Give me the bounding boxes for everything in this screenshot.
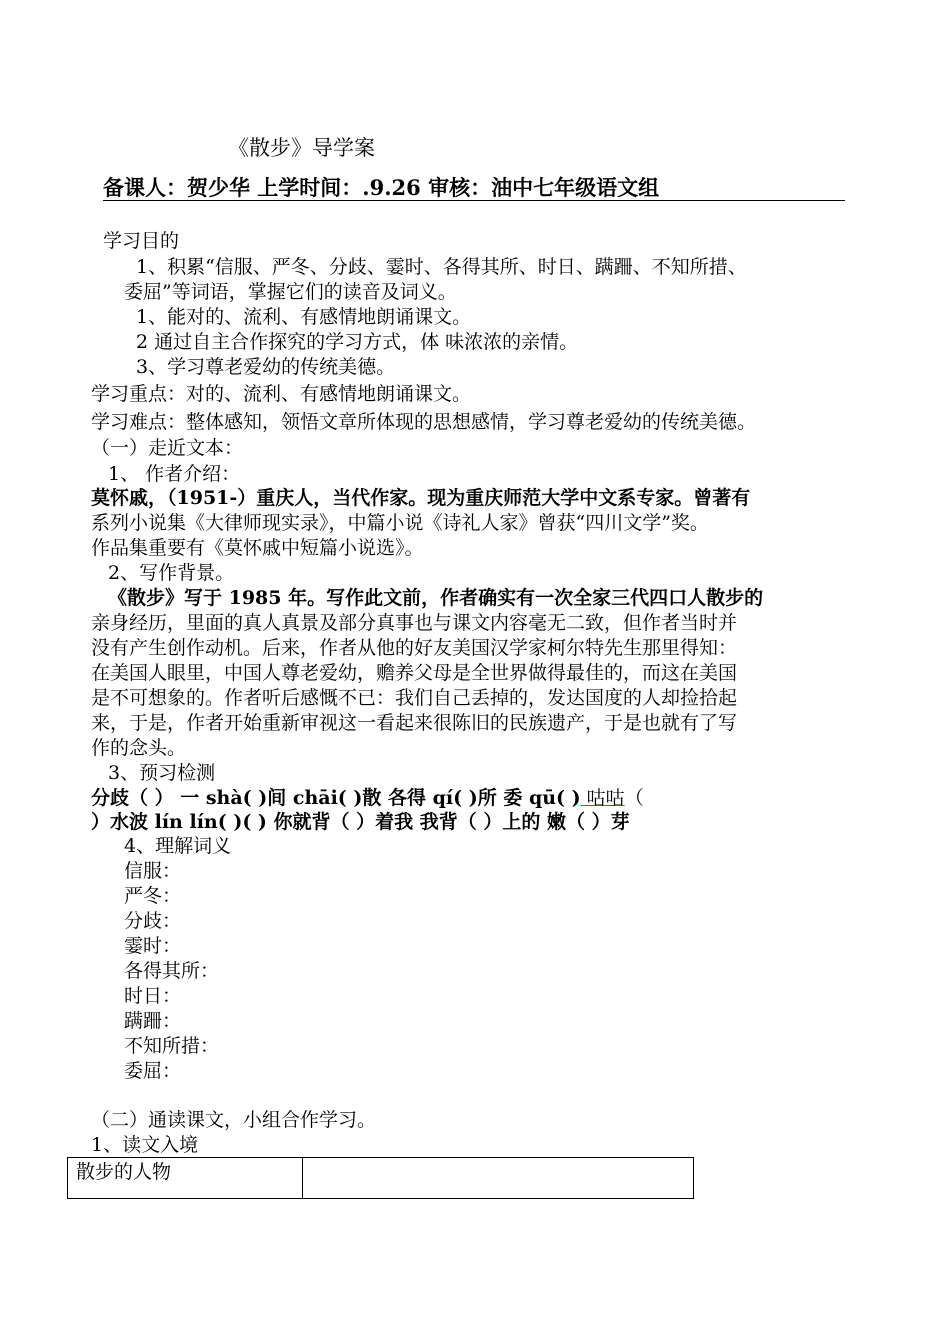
objective-item-2: 1、能对的、流利、有感情地朗诵课文。 — [136, 306, 472, 328]
background-line-3: 没有产生创作动机。后来，作者从他的好友美国汉学家柯尔特先生那里得知： — [91, 637, 738, 659]
table-cell-label: 散步的人物 — [68, 1158, 303, 1199]
background-line-4: 在美国人眼里，中国人尊老爱幼，赡养父母是全世界做得最佳的，而这在美国 — [91, 662, 738, 684]
author-line-3: 作品集重要有《莫怀戚中短篇小说选》。 — [91, 537, 424, 559]
difficulty-point: 学习难点：整体感知，领悟文章所体现的思想感情，学习尊老爱幼的传统美德。 — [91, 411, 757, 433]
background-line-2: 亲身经历，里面的真人真景及部分真事也与课文内容毫无二致，但作者当时并 — [91, 612, 738, 634]
reading-heading: 1、读文入境 — [91, 1134, 199, 1156]
section1-heading: （一）走近文本： — [91, 437, 244, 459]
preview-heading: 3、预习检测 — [108, 762, 216, 784]
objective-item-1b: 委屈”等词语，掌握它们的读音及词义。 — [124, 281, 457, 303]
vocab-item: 分歧： — [124, 910, 182, 932]
key-point: 学习重点：对的、流利、有感情地朗诵课文。 — [91, 383, 472, 405]
vocab-item: 时日： — [124, 985, 182, 1007]
background-line-5: 是不可想象的。作者听后感慨不已：我们自己丢掉的，发达国度的人却捡拾起 — [91, 687, 738, 709]
objective-item-1a: 1、积累“信服、严冬、分歧、霎时、各得其所、时日、蹒跚、不知所措、 — [136, 256, 747, 278]
document-title: 《散步》导学案 — [228, 136, 375, 160]
section2-heading: （二）通读课文，小组合作学习。 — [91, 1109, 377, 1131]
background-line-6: 来，于是，作者开始重新审视这一看起来很陈旧的民族遗产，于是也就有了写 — [91, 712, 738, 734]
table-row — [68, 1158, 694, 1199]
preview-line-1-main: 分歧（ ） 一 shà( )间 chāi( )散 各得 qí( )所 委 qū( ) — [91, 787, 581, 809]
vocab-item: 霎时： — [124, 935, 182, 957]
preview-line-1 — [91, 786, 644, 810]
objective-item-4: 3、学习尊老爱幼的传统美德。 — [136, 356, 396, 378]
vocab-item: 蹒跚： — [124, 1010, 182, 1032]
vocab-heading: 4、理解词义 — [124, 835, 232, 857]
background-heading: 2、写作背景。 — [108, 562, 235, 584]
objective-item-3: 2 通过自主合作探究的学习方式，体 味浓浓的亲情。 — [136, 331, 579, 353]
preview-word-gugu: 咕咕 — [580, 787, 625, 809]
header-info-line: 备课人：贺少华 上学时间：.9.26 审核：油中七年级语文组 — [103, 175, 660, 200]
objectives-heading: 学习目的 — [103, 230, 180, 252]
preview-line-1-tail: （ — [624, 787, 644, 809]
background-line-1: 《散步》写于 1985 年。写作此文前，作者确实有一次全家三代四口人散步的 — [108, 587, 764, 609]
author-heading: 1、 作者介绍： — [108, 463, 241, 485]
vocab-item: 委屈： — [124, 1060, 182, 1082]
vocab-item: 不知所措： — [124, 1035, 220, 1057]
reading-table — [67, 1157, 694, 1199]
preview-line-2: ）水波 lín lín( )( ) 你就背（ ）着我 我背（ ）上的 嫩（ ）芽 — [91, 811, 630, 833]
vocab-item: 各得其所： — [124, 960, 220, 982]
author-line-2: 系列小说集《大律师现实录》，中篇小说《诗礼人家》曾获“四川文学”奖。 — [91, 512, 709, 534]
table-cell-value[interactable] — [303, 1158, 694, 1199]
background-line-7: 作的念头。 — [91, 737, 187, 759]
vocab-item: 信服： — [124, 860, 182, 882]
header-rule — [103, 200, 845, 201]
author-line-1: 莫怀戚，（1951-）重庆人，当代作家。现为重庆师范大学中文系专家。曾著有 — [91, 487, 751, 509]
vocab-item: 严冬： — [124, 885, 182, 907]
